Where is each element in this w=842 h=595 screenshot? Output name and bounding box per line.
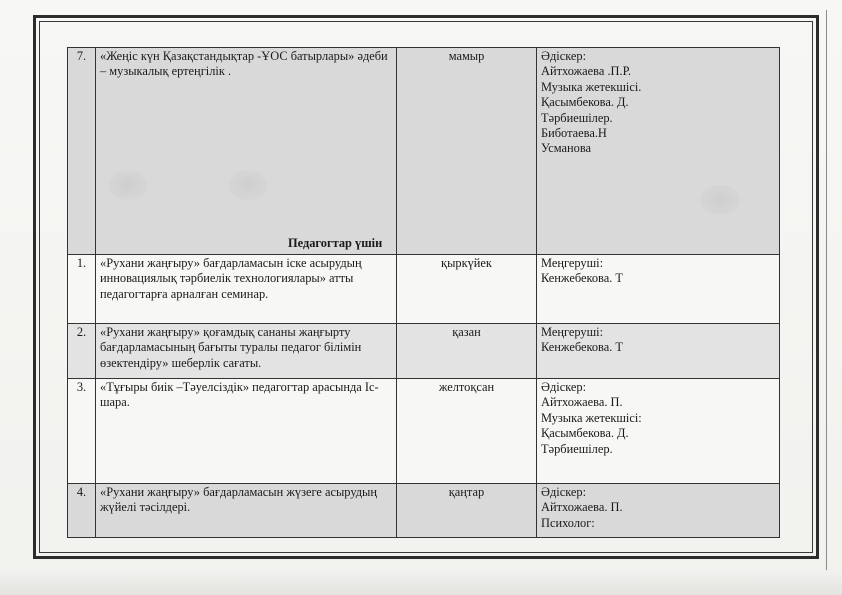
- responsible-line: Тәрбиешілер.: [541, 441, 613, 456]
- responsible-cell: [537, 324, 780, 379]
- scan-edge-line: [826, 10, 827, 570]
- row-number: 7.: [68, 48, 96, 255]
- event-cell: [96, 324, 397, 379]
- scan-smudge: [700, 185, 740, 215]
- row-number: 2.: [68, 324, 96, 379]
- plan-table: [67, 47, 780, 538]
- row-number: 1.: [68, 255, 96, 324]
- event-cell: [96, 379, 397, 484]
- table-row: [68, 484, 780, 538]
- date-cell: қыркүйек: [397, 255, 537, 324]
- scan-shadow: [0, 570, 842, 595]
- responsible-cell: [537, 48, 780, 255]
- responsible-line: Қасымбекова. Д.: [541, 95, 629, 110]
- responsible-line: Айтхожаева. П.: [541, 395, 623, 410]
- responsible-line: Әдіскер:: [541, 485, 587, 499]
- row-number: 3.: [68, 379, 96, 484]
- table-row: [68, 255, 780, 324]
- responsible-line: Кенжебекова. Т: [541, 271, 623, 286]
- event-cell: [96, 48, 397, 255]
- responsible-line: Меңгеруші:: [541, 256, 604, 270]
- responsible-cell: [537, 255, 780, 324]
- responsible-line: Тәрбиешілер.: [541, 110, 613, 125]
- responsible-line: Музыка жетекшісі:: [541, 410, 642, 425]
- responsible-cell: [537, 484, 780, 538]
- row-number: 4.: [68, 484, 96, 538]
- responsible-line: Меңгеруші:: [541, 325, 604, 339]
- date-cell: қаңтар: [397, 484, 537, 538]
- scan-smudge: [108, 170, 148, 200]
- responsible-cell: [537, 379, 780, 484]
- scan-smudge: [228, 170, 268, 200]
- responsible-line: Әдіскер:: [541, 380, 587, 394]
- date-cell: мамыр: [397, 48, 537, 255]
- responsible-line: Кенжебекова. Т: [541, 340, 623, 355]
- responsible-line: Айтхожаева .П.Р.: [541, 64, 632, 79]
- event-cell: [96, 255, 397, 324]
- event-text: «Тұғыры биік –Тәуелсіздік» педагогтар арасында Іс- шара.: [100, 380, 379, 410]
- section-heading: Педагогтар үшін: [288, 236, 383, 250]
- table-row: [68, 324, 780, 379]
- responsible-line: Усманова: [541, 141, 592, 156]
- responsible-line: Әдіскер:: [541, 49, 587, 63]
- event-text: «Рухани жаңғыру» бағдарламасын іске асырудың инновациялық тәрбиелік технологиялары» атты педагогтарға арналған семинар.: [100, 256, 362, 301]
- date-cell: қазан: [397, 324, 537, 379]
- responsible-line: Биботаева.Н: [541, 126, 607, 141]
- table-row: [68, 48, 780, 255]
- responsible-line: Музыка жетекшісі.: [541, 79, 642, 94]
- event-cell: [96, 484, 397, 538]
- responsible-line: Айтхожаева. П.: [541, 500, 623, 515]
- date-cell: желтоқсан: [397, 379, 537, 484]
- event-text: «Рухани жаңғыру» бағдарламасын жүзеге асырудың жүйелі тәсілдері.: [100, 485, 378, 515]
- responsible-line: Қасымбекова. Д.: [541, 426, 629, 441]
- table-row: [68, 379, 780, 484]
- event-text: «Жеңіс күн Қазақстандықтар -ҰОС батырлары» әдеби – музыкалық ертеңгілік .: [100, 49, 388, 79]
- event-text: «Рухани жаңғыру» қоғамдық сананы жаңғырту бағдарламасының бағыты туралы педагог білімін өзектендіру» шеберлік сағаты.: [100, 325, 362, 370]
- responsible-line: Психолог:: [541, 515, 595, 530]
